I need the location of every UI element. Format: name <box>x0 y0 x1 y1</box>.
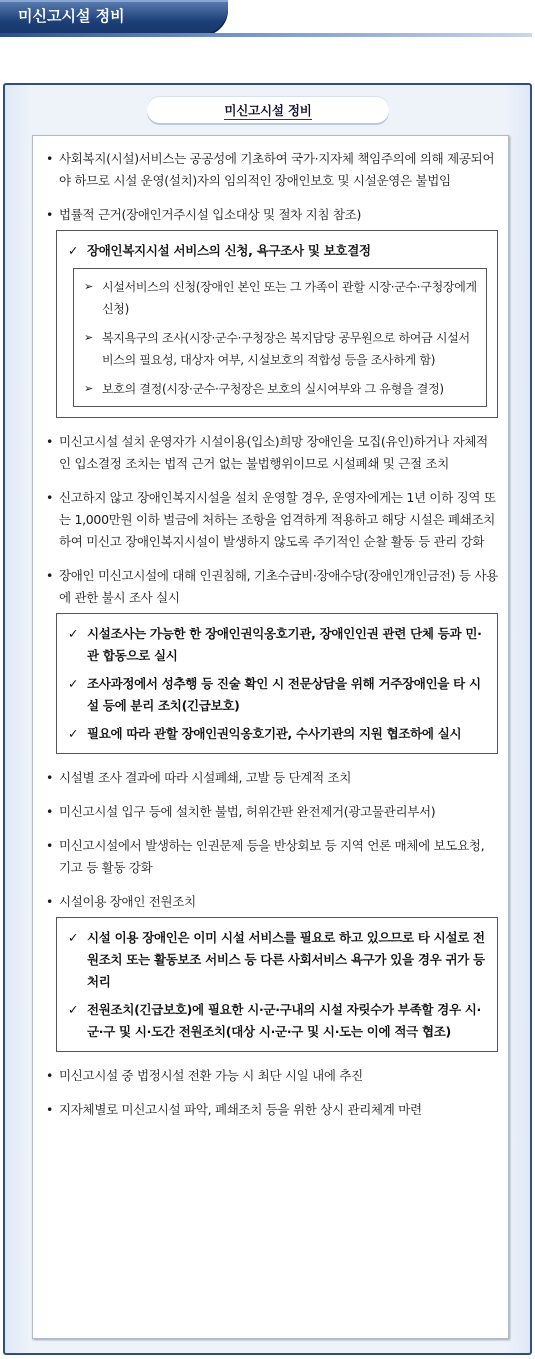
check-item: ✓ 시설 이용 장애인은 이미 시설 서비스를 필요로 하고 있으므로 타 시설로 전원조치 또는 활동보조 서비스 등 다른 사회서비스 욕구가 있을 경우 귀가 등 처리 <box>67 927 487 993</box>
panel-title <box>147 97 389 123</box>
list-item: • 시설이용 장애인 전원조치 <box>43 891 498 913</box>
list-item: • 법률적 근거(장애인거주시설 입소대상 및 절차 지침 참조) <box>43 204 498 226</box>
list-item: • 신고하지 않고 장애인복지시설을 설치 운영할 경우, 운영자에게는 1년 이하 징역 또는 1,000만원 이하 벌금에 처하는 조항을 엄격하게 적용하고 해당 시설은 폐쇄조치하여 미신고 장애인복지시설이 발생하지 않도록 주기적인 순찰 활동 등 관리 강화 <box>43 487 498 553</box>
list-item: • 미신고시설 중 법정시설 전환 가능 시 최단 시일 내에 추진 <box>43 1065 498 1087</box>
header-title: 미신고시설 정비 <box>18 7 125 25</box>
header-tab <box>0 0 228 36</box>
check-item: ✓ 조사과정에서 성추행 등 진술 확인 시 전문상담을 위해 거주장애인을 타 시설 등에 분리 조치(긴급보호) <box>67 673 487 717</box>
list-item: • 사회복지(시설)서비스는 공공성에 기초하여 국가·지자체 책임주의에 의해 제공되어야 하므로 시설 운영(설치)자의 임의적인 장애인보호 및 시설운영은 불법임 <box>43 148 498 192</box>
list-item: • 미신고시설에서 발생하는 인권문제 등을 반상회보 등 지역 언론 매체에 보도요청, 기고 등 활동 강화 <box>43 835 498 879</box>
list-item: • 시설별 조사 결과에 따라 시설폐쇄, 고발 등 단계적 조치 <box>43 767 498 789</box>
arrow-item: ➢ 시설서비스의 신청(장애인 본인 또는 그 가족이 관할 시장·군수·구청장에게 신청) <box>84 276 478 320</box>
arrow-item: ➢ 보호의 결정(시장·군수·구청장은 보호의 실시여부와 그 유형을 결정) <box>84 378 478 400</box>
outer-frame <box>3 83 532 1355</box>
check-item: ✓ 장애인복지시설 서비스의 신청, 욕구조사 및 보호결정 <box>67 240 487 262</box>
list-item: • 지자체별로 미신고시설 파악, 폐쇄조치 등을 위한 상시 관리체계 마련 <box>43 1099 498 1121</box>
procedure-box <box>73 268 487 407</box>
investigation-box <box>56 613 498 754</box>
check-item: ✓ 전원조치(긴급보호)에 필요한 시·군·구내의 시설 자릿수가 부족할 경우 시·군·구 및 시·도간 전원조치(대상 시·군·구 및 시·도는 이에 적극 협조) <box>67 999 487 1043</box>
arrow-item: ➢ 복지욕구의 조사(시장·군수·구청장은 복지담당 공무원으로 하여금 시설서비스의 필요성, 대상자 여부, 시설보호의 적합성 등을 조사하게 함) <box>84 327 478 371</box>
header-underline <box>0 33 532 37</box>
list-item: • 장애인 미신고시설에 대해 인권침해, 기초수급비·장애수당(장애인개인금전) 등 사용에 관한 불시 조사 실시 <box>43 565 498 609</box>
check-item: ✓ 시설조사는 가능한 한 장애인권익옹호기관, 장애인인권 관련 단체 등과 민·관 합동으로 실시 <box>67 623 487 667</box>
content-panel <box>32 135 509 1339</box>
list-item: • 미신고시설 입구 등에 설치한 불법, 허위간판 완전제거(광고물관리부서) <box>43 801 498 823</box>
legal-basis-box <box>56 230 498 418</box>
transfer-box <box>56 917 498 1052</box>
content-body <box>43 148 498 1133</box>
check-item: ✓ 필요에 따라 관할 장애인권익옹호기관, 수사기관의 지원 협조하에 실시 <box>67 723 487 745</box>
list-item: • 미신고시설 설치 운영자가 시설이용(입소)희망 장애인을 모집(유인)하거나 자체적인 입소결정 조치는 법적 근거 없는 불법행위이므로 시설폐쇄 및 근절 조치 <box>43 431 498 475</box>
panel-title-text: 미신고시설 정비 <box>224 103 312 118</box>
